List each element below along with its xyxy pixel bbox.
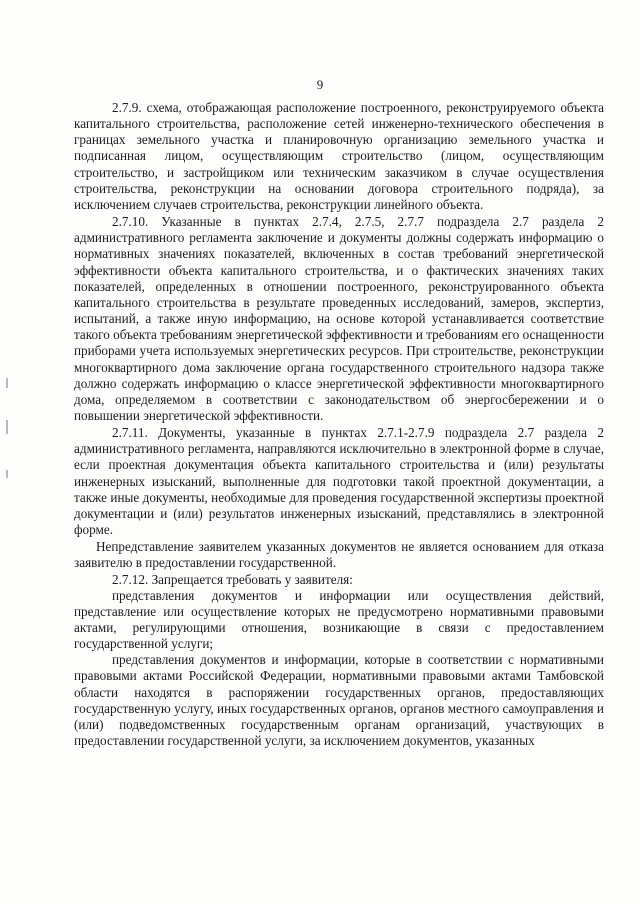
scan-edge-mark (6, 420, 8, 434)
paragraph-2-7-10: 2.7.10. Указанные в пунктах 2.7.4, 2.7.5, 2.7.7 подраздела 2.7 раздела 2 административного регламента заключение и документы должны содержать информацию о нормативных значениях показателей, включенных в состав требований энергетической эффективности объекта капитального строительства, и о фактических значениях таких показателей, определенных в отношении построенного, реконструированного объекта капитального строительства в результате проведенных исследований, замеров, экспертиз, испытаний, а также иную информацию, на основе которой устанавливается соответствие такого объекта требованиям энергетической эффективности и требованиям его оснащенности приборами учета используемых энергетических ресурсов. При строительстве, реконструкции многоквартирного дома заключение органа государственного строительного надзора также должно содержать информацию о классе энергетической эффективности многоквартирного дома, определяемом в соответствии с законодательством об энергосбережении и о повышении энергетической эффективности. (74, 214, 604, 423)
scan-edge-mark (6, 470, 8, 478)
document-body (74, 100, 604, 749)
page-number: 9 (316, 77, 324, 92)
paragraph-non-submission: Непредставление заявителем указанных документов не является основанием для отказа заявителю в предоставлении государственной. (74, 539, 604, 571)
scan-edge-mark (6, 378, 8, 388)
paragraph-prohibition-1: представления документов и информации или осуществления действий, представление или осуществление которых не предусмотрено нормативными правовыми актами, регулирующими отношения, возникающие в связи с предоставлением государственной услуги; (74, 587, 604, 652)
paragraph-prohibition-2: представления документов и информации, которые в соответствии с нормативными правовыми актами Российской Федерации, нормативными правовыми актами Тамбовской области находятся в распоряжении государственных органов, предоставляющих государственную услугу, иных государственных органов, органов местного самоуправления и (или) подведомственных государственным органам организаций, участвующих в предоставлении государственной услуги, за исключением документов, указанных (74, 652, 604, 749)
paragraph-2-7-9: 2.7.9. схема, отображающая расположение построенного, реконструируемого объекта капитального строительства, расположение сетей инженерно-технического обеспечения в границах земельного участка и планировочную организацию земельного участка и подписанная лицом, осуществляющим строительство (лицом, осуществляющим строительство, и застройщиком или техническим заказчиком в случае осуществления строительства, реконструкции на основании договора строительного подряда), за исключением случаев строительства, реконструкции линейного объекта. (74, 100, 604, 212)
paragraph-2-7-11: 2.7.11. Документы, указанные в пунктах 2.7.1-2.7.9 подраздела 2.7 раздела 2 административного регламента, направляются исключительно в электронной форме в случае, если проектная документация объекта капитального строительства и (или) результаты инженерных изысканий, выполненные для подготовки такой проектной документации, а также иные документы, необходимые для проведения государственной экспертизы проектной документации и (или) результатов инженерных изысканий, представлялись в электронной форме. (74, 425, 604, 538)
paragraph-2-7-12: 2.7.12. Запрещается требовать у заявителя: (112, 571, 353, 587)
